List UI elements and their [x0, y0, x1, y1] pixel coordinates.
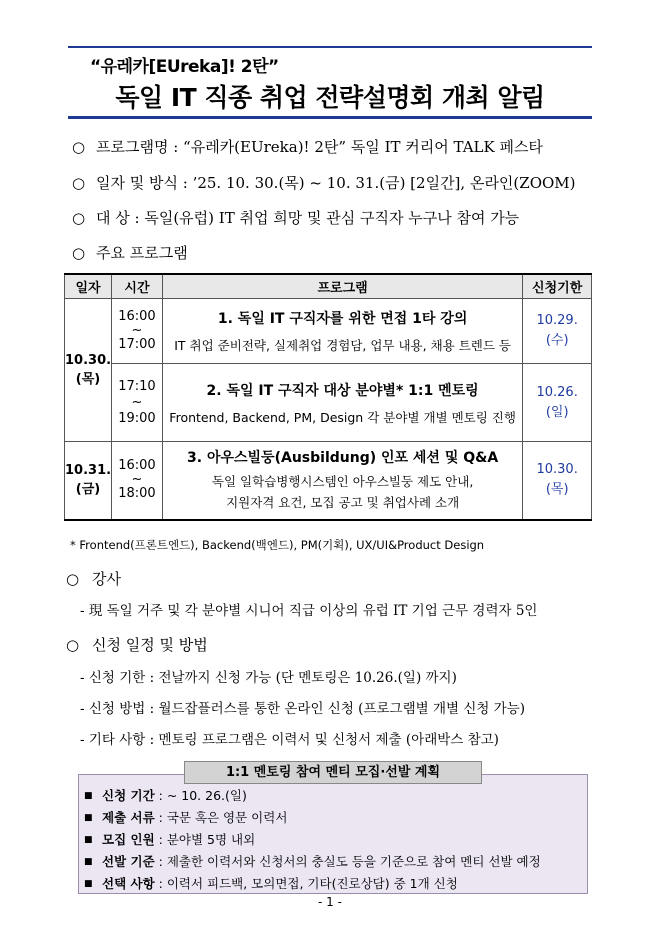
info-date-method: ○ 일자 및 방식 : ’25. 10. 30.(목) ~ 10. 31.(금) [2일간], 온라인(ZOOM) [72, 174, 576, 192]
program-cell: 2. 독일 IT 구직자 대상 분야별* 1:1 멘토링 Frontend, Backend, PM, Design 각 분야별 개별 멘토링 진행 [162, 364, 522, 442]
table-row [65, 442, 592, 520]
time-cell: 16:00 ~ 17:00 [112, 299, 163, 364]
info-main-program: ○ 주요 프로그램 [72, 244, 188, 262]
deadline-cell: 10.29. (수) [523, 299, 592, 364]
mentoring-item: ■ 제출 서류 : 국문 혹은 영문 이력서 [84, 810, 288, 825]
time-cell: 17:10 ~ 19:00 [112, 364, 163, 442]
program-table [64, 273, 592, 521]
table-footnote: * Frontend(프론트엔드), Backend(백엔드), PM(기획), UX/UI&Product Design [70, 538, 485, 552]
document-title: 독일 IT 직종 취업 전략설명회 개최 알림 [115, 83, 545, 112]
date-cell: 10.30. (목) [65, 299, 112, 442]
info-program-name: ○ 프로그램명 : “유레카(EUreka)! 2탄” 독일 IT 커리어 TALK 페스타 [72, 138, 543, 156]
header-program: 프로그램 [162, 274, 522, 299]
mentoring-box-title: 1:1 멘토링 참여 멘티 모집·선발 계획 [184, 761, 482, 784]
table-row [65, 364, 592, 442]
deadline-cell: 10.30. (목) [523, 442, 592, 520]
apply-heading: ○ 신청 일정 및 방법 [66, 636, 208, 654]
program-cell: 3. 아우스빌둥(Ausbildung) 인포 세션 및 Q&A 독일 일학습병행시스템인 아우스빌둥 제도 안내, 지원자격 요건, 모집 공고 및 취업사례 소개 [162, 442, 522, 520]
page-number: - 1 - [318, 895, 342, 909]
header-deadline: 신청기한 [523, 274, 592, 299]
date-cell: 10.31. (금) [65, 442, 112, 520]
speaker-heading: ○ 강사 [66, 570, 121, 588]
mentoring-item: ■ 선발 기준 : 제출한 이력서와 신청서의 충실도 등을 기준으로 참여 멘티 선발 예정 [84, 854, 541, 869]
document-subtitle: “유레카[EUreka]! 2탄” [90, 57, 279, 77]
mentoring-item: ■ 신청 기간 : ~ 10. 26.(일) [84, 788, 247, 803]
apply-deadline-line: - 신청 기한 : 전날까지 신청 가능 (단 멘토링은 10.26.(일) 까지) [80, 670, 457, 686]
program-cell: 1. 독일 IT 구직자를 위한 면접 1타 강의 IT 취업 준비전략, 실제취업 경험담, 업무 내용, 채용 트렌드 등 [162, 299, 522, 364]
header-time: 시간 [112, 274, 163, 299]
mentoring-item: ■ 선택 사항 : 이력서 피드백, 모의면접, 기타(진로상담) 중 1개 신청 [84, 876, 458, 891]
mentoring-item: ■ 모집 인원 : 분야별 5명 내외 [84, 832, 256, 847]
apply-method-line: - 신청 방법 : 월드잡플러스를 통한 온라인 신청 (프로그램별 개별 신청 가능) [80, 701, 526, 717]
speaker-line: - 現 독일 거주 및 각 분야별 시니어 직급 이상의 유럽 IT 기업 근무 경력자 5인 [80, 603, 538, 619]
table-row [65, 299, 592, 364]
info-target: ○ 대 상 : 독일(유럽) IT 취업 희망 및 관심 구직자 누구나 참여 가능 [72, 209, 520, 227]
title-box [68, 46, 592, 119]
time-cell: 16:00 ~ 18:00 [112, 442, 163, 520]
deadline-cell: 10.26. (일) [523, 364, 592, 442]
apply-other-line: - 기타 사항 : 멘토링 프로그램은 이력서 및 신청서 제출 (아래박스 참고) [80, 732, 499, 748]
table-header-row [65, 274, 592, 299]
header-date: 일자 [65, 274, 112, 299]
